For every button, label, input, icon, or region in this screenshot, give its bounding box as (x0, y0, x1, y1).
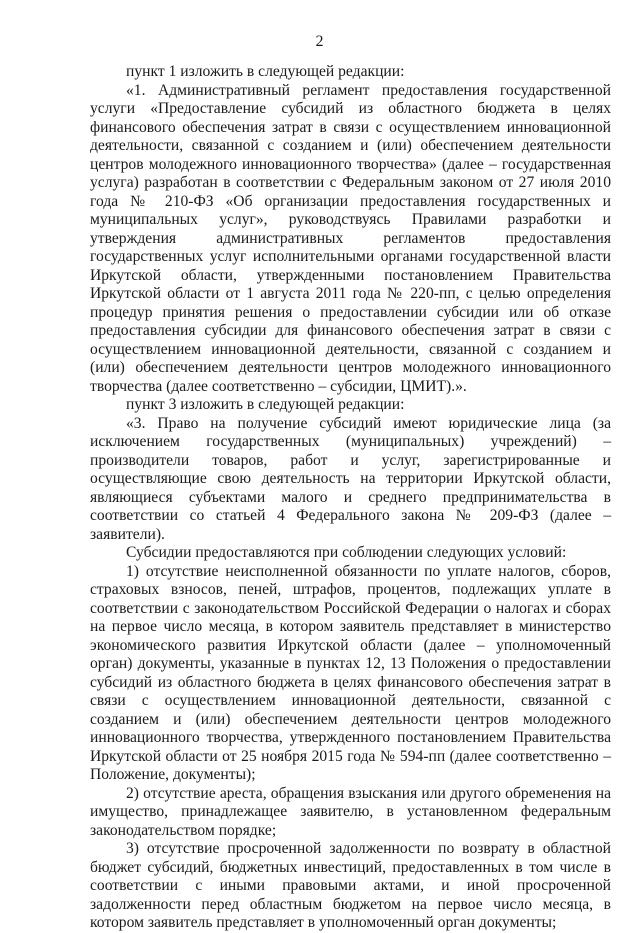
document-body (90, 63, 611, 933)
paragraph-condition-3: 3) отсутствие просроченной задолженности по возврату в областной бюджет субсидий, бюджетных инвестиций, предоставленных в том числе в соответствии с иными правовыми актами, и иной просроченной задолженности перед областным бюджетом на первое число месяца, в котором заявитель представляет в уполномоченный орган документы; (90, 840, 611, 931)
paragraph-condition-1: 1) отсутствие неисполненной обязанности по уплате налогов, сборов, страховых взносов, пеней, штрафов, процентов, подлежащих уплате в соответствии с законодательством Российской Федерации о налогах и сборах на первое число месяца, в котором заявитель представляет в министерство экономического развития Иркутской области (далее – уполномоченный орган) документы, указанные в пунктах 12, 13 Положения о предоставлении субсидий из областного бюджета в целях финансового обеспечения затрат в связи с осуществлением инновационной деятельности, связанной с созданием и (или) обеспечением деятельности центров молодежного инновационного творчества, утвержденного постановлением Правительства Иркутской области от 25 ноября 2015 года № 594-пп (далее соответственно – Положение, документы); (90, 562, 611, 783)
paragraph-point-3-text: «3. Право на получение субсидий имеют юридические лица (за исключением государственных (муниципальных) учреждений) – производители товаров, работ и услуг, зарегистрированные и осуществляющие свою деятельность на территории Иркутской области, являющиеся субъектами малого и среднего предпринимательства в соответствии со статьей 4 Федерального закона № 209-ФЗ (далее – заявители). (90, 414, 611, 543)
paragraph-conditions-intro: Субсидии предоставляются при соблюдении следующих условий: (126, 544, 567, 561)
paragraph-amend-point-1: пункт 1 изложить в следующей редакции: (126, 63, 405, 80)
paragraph-condition-2: 2) отсутствие ареста, обращения взыскания или другого обременения на имущество, принадлежащее заявителю, в установленном федеральным законодательством порядке; (90, 784, 611, 839)
page-number: 2 (315, 33, 324, 50)
paragraph-point-1-text: «1. Административный регламент предоставления государственной услуги «Предоставление субсидий из областного бюджета в целях финансового обеспечения затрат в связи с осуществлением инновационной деятельности, связанной с созданием и (или) обеспечением деятельности центров молодежного инновационного творчества» (далее – государственная услуга) разработан в соответствии с Федеральным законом от 27 июля 2010 года № 210-ФЗ «Об организации предоставления государственных и муниципальных услуг», руководствуясь Правилами разработки и утверждения административных регламентов предоставления государственных услуг исполнительными органами государственной власти Иркутской области, утвержденными постановлением Правительства Иркутской области от 1 августа 2011 года № 220-пп, с целью определения процедур принятия решения о предоставлении субсидии или об отказе предоставления субсидии для финансового обеспечения затрат в связи с осуществлением инновационной деятельности, связанной с созданием и (или) обеспечением деятельности центров молодежного инновационного творчества (далее соответственно – субсидии, ЦМИТ).». (90, 81, 611, 395)
paragraph-amend-point-3: пункт 3 изложить в следующей редакции: (126, 396, 405, 413)
